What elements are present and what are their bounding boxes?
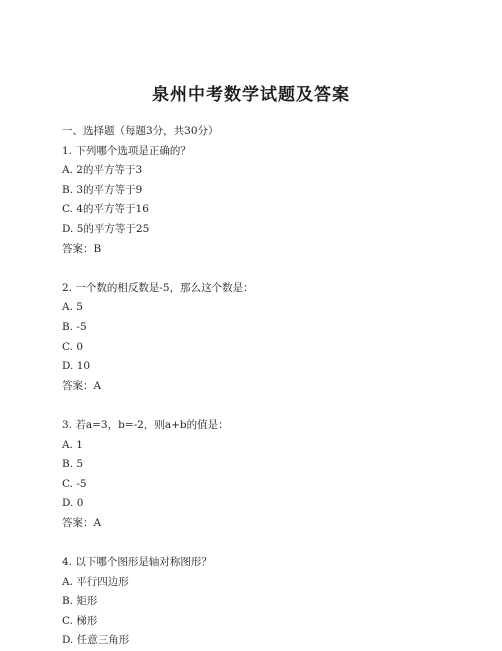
question-option: C. -5 (62, 477, 87, 490)
question-block (62, 279, 462, 397)
question-option: B. 3的平方等于9 (62, 183, 143, 196)
question-answer: 答案：A (62, 516, 102, 529)
question-option: C. 梯形 (62, 614, 98, 627)
question-option: B. 矩形 (62, 595, 98, 608)
question-stem: 4. 以下哪个图形是轴对称图形？ (62, 556, 212, 569)
question-option: A. 5 (62, 301, 83, 314)
question-option: D. 任意三角形 (62, 634, 130, 647)
question-answer: 答案：A (62, 379, 102, 392)
question-option: A. 2的平方等于3 (62, 164, 143, 177)
question-stem: 1. 下列哪个选项是正确的？ (62, 144, 191, 157)
question-answer: 答案：B (62, 242, 102, 255)
document-body (62, 122, 462, 651)
spacer (62, 259, 462, 279)
spacer (62, 533, 462, 553)
document-title: 泉州中考数学试题及答案 (152, 85, 350, 105)
question-stem: 2. 一个数的相反数是-5，那么这个数是： (62, 281, 254, 294)
question-option: A. 平行四边形 (62, 575, 129, 588)
question-option: B. -5 (62, 320, 87, 333)
question-block (62, 416, 462, 534)
question-block (62, 553, 462, 651)
question-block (62, 142, 462, 260)
question-option: D. 5的平方等于25 (62, 222, 150, 235)
question-option: C. 0 (62, 340, 84, 353)
spacer (62, 396, 462, 416)
question-option: D. 0 (62, 497, 84, 510)
section-heading: 一、选择题（每题3分，共30分） (62, 125, 219, 137)
question-option: D. 10 (62, 360, 91, 373)
question-option: A. 1 (62, 438, 83, 451)
question-stem: 3. 若a=3，b=-2，则a+b的值是： (62, 418, 229, 431)
question-option: B. 5 (62, 458, 84, 471)
question-option: C. 4的平方等于16 (62, 203, 149, 216)
